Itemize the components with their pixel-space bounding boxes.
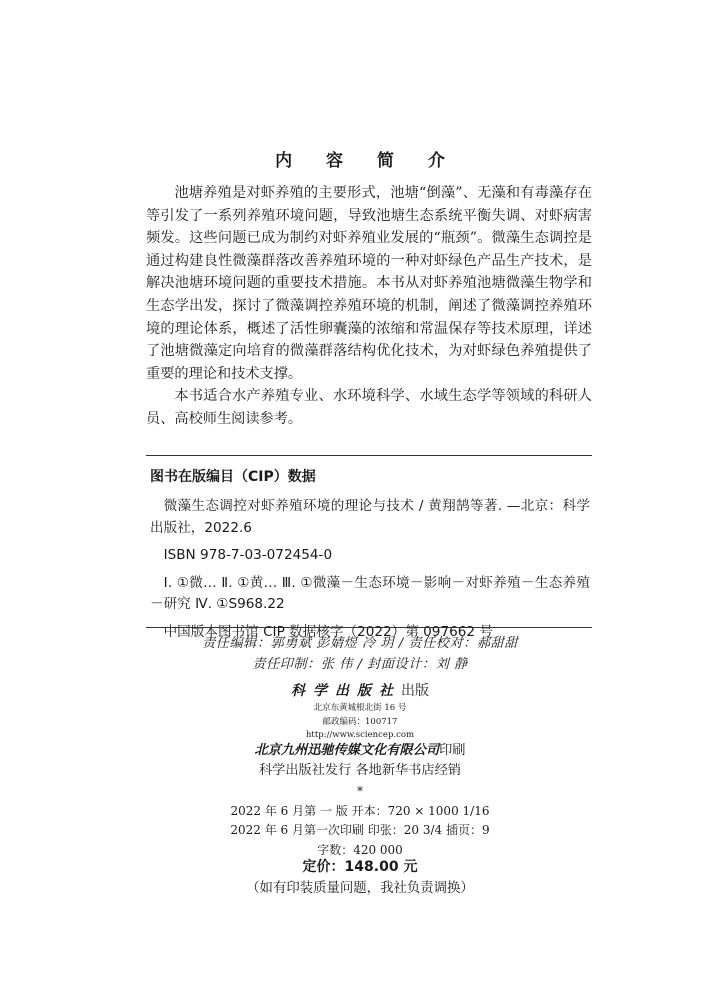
- specs-edition: 2022 年 6 月第 一 版 开本：720 × 1000 1/16: [230, 803, 490, 818]
- printer-name: 北京九州迅驰传媒文化有限公司: [254, 743, 440, 758]
- cip-record-number: 中国版本图书馆 CIP 数据核字（2022）第 097662 号: [163, 623, 493, 640]
- quality-notice: （如有印装质量问题，我社负责调换）: [246, 881, 474, 896]
- book-summary: [146, 182, 592, 431]
- cip-subjects: Ⅰ. ①微… Ⅱ. ①黄… Ⅲ. ①微藻－生态环境－影响－对虾养殖－生态养殖－研究 Ⅳ. ①S968.22: [150, 574, 590, 612]
- publisher-suffix: 出版: [401, 683, 429, 699]
- distribution-line: 科学出版社发行 各地新华书店经销: [258, 763, 461, 778]
- specs-printing: 2022 年 6 月第一次印刷 印张：20 3/4 插页：9: [230, 823, 490, 837]
- specs-separator: *: [357, 784, 363, 798]
- credits-block: [0, 633, 720, 675]
- summary-paragraph: 池塘养殖是对虾养殖的主要形式，池塘“倒藻”、无藻和有毒藻存在等引发了一系列养殖环境问题，导致池塘生态系统平衡失调、对虾病害频发。这些问题已成为制约对虾养殖业发展的“瓶颈”。微藻生态调控是通过构建良性微藻群落改善养殖环境的一种对虾绿色产品生产技术，是解决池塘环境问题的重要技术措施。本书从对虾养殖池塘微藻生物学和生态学出发，探讨了微藻调控养殖环境的机制，阐述了微藻调控养殖环境的理论体系，概述了活性卵囊藻的浓缩和常温保存等技术原理，详述了池塘微藻定向培育的微藻群落结构优化技术，为对虾绿色养殖提供了重要的理论和技术支撑。: [146, 185, 592, 382]
- specs-word-count: 字数：420 000: [317, 842, 403, 857]
- printer-block: [0, 741, 720, 781]
- publisher-address: 北京东黄城根北街 16 号: [313, 703, 407, 713]
- printer-line: [0, 741, 720, 761]
- edition-specs: [0, 782, 720, 860]
- printer-suffix: 印刷: [439, 743, 466, 758]
- publisher-line: [0, 680, 720, 700]
- page-title: 内 容 简 介: [275, 151, 459, 171]
- cip-isbn: ISBN 978-7-03-072454-0: [163, 547, 333, 563]
- publisher-website: http://www.sciencep.com: [305, 730, 415, 740]
- publisher-postcode: 邮政编码：100717: [322, 716, 398, 727]
- cip-top-rule: [146, 455, 592, 456]
- cip-heading: 图书在版编目（CIP）数据: [150, 469, 316, 485]
- cip-entry: 微藻生态调控对虾养殖环境的理论与技术 / 黄翔鹄等著. —北京：科学出版社，2022.6: [150, 498, 590, 536]
- credits-editors: 责任编辑：郭勇斌 彭婧煜 冷 玥 / 责任校对：郝甜甜: [202, 636, 518, 651]
- credits-production: 责任印制：张 伟 / 封面设计：刘 静: [252, 657, 468, 672]
- publisher-contact: [0, 702, 720, 743]
- cip-bottom-rule: [146, 627, 592, 628]
- price: 定价：148.00 元: [302, 859, 418, 875]
- audience-paragraph: 本书适合水产养殖专业、水环境科学、水域生态学等领域的科研人员、高校师生阅读参考。: [146, 388, 592, 427]
- publisher-name: 科学出版社: [291, 683, 401, 699]
